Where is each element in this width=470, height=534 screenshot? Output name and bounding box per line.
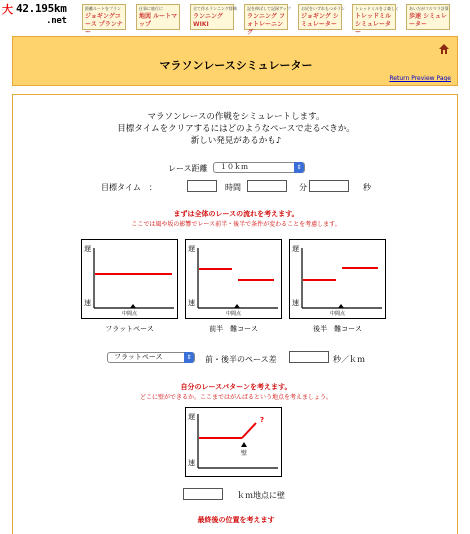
axis-fast-label: 速 — [188, 299, 195, 307]
wall-km-label: ｋｍ地点に壁 — [237, 491, 285, 500]
target-hours-input[interactable] — [187, 180, 217, 192]
site-logo[interactable] — [2, 3, 72, 29]
midpoint-label: 中間点 — [226, 311, 242, 317]
section-race-flow-subtitle: ここでは風や坂の影響でレース前半・後半で条件が変わることを考慮します。 — [131, 221, 341, 228]
first-half-hard-caption: 前半 難コース — [209, 325, 258, 333]
axis-slow-label: 遅 — [292, 245, 299, 253]
pace-diff-label: 前・後半のペース差 — [205, 355, 277, 364]
midpoint-label: 中間点 — [330, 311, 346, 317]
simulator-panel — [12, 94, 458, 534]
nav-item-pace-simulator[interactable]: あいだがフルマラ計算 歩速 シミュレーター — [406, 4, 450, 30]
pace-pattern-select[interactable]: フラットペース ⇕ — [107, 352, 195, 363]
axis-fast-label: 速 — [292, 299, 299, 307]
section-race-pattern-subtitle: どこに壁ができるか。ここまではがんばるという地点を考えましょう。 — [139, 394, 332, 401]
flat-pace-graph[interactable] — [81, 239, 178, 319]
intro-text: マラソンレースの作戦をシミュレートします。 目標タイムをクリアするにはどのようなペースで走るべきか。 新しい発見があるかも♪ — [117, 112, 355, 146]
nav-item-running-wiki[interactable]: 全て作るランニング辞典 ランニング WIKI — [190, 4, 234, 30]
wall-pattern-graph[interactable] — [185, 407, 282, 477]
nav-item-treadmill-simulator[interactable]: トレッドミルをよ楽しく トレッドミル シミュレーター — [352, 4, 396, 30]
second-label: 秒 — [363, 183, 371, 192]
chevron-down-icon: ⇕ — [184, 352, 194, 363]
target-seconds-input[interactable] — [309, 180, 349, 192]
target-time-label: 目標タイム ： — [101, 183, 157, 192]
distance-label: レース距離 — [168, 164, 208, 173]
nav-item-training[interactable]: 記を伸ばして記録アップ ランニング フォトレーニング — [244, 4, 288, 30]
axis-slow-label: 遅 — [84, 245, 91, 253]
minute-label: 分 — [299, 183, 307, 192]
section-race-flow-title: まずは全体のレースの流れを考えます。 — [173, 210, 299, 218]
flat-pace-caption: フラットペース — [105, 325, 154, 333]
page-header — [12, 36, 458, 86]
logo-text: 42.195km .net — [16, 2, 67, 26]
second-half-hard-caption: 後半 難コース — [313, 325, 362, 333]
first-half-hard-graph[interactable] — [185, 239, 282, 319]
hour-label: 時間 — [225, 183, 241, 192]
question-mark: ? — [260, 416, 265, 424]
axis-slow-label: 遅 — [188, 245, 195, 253]
wall-label: 壁 — [241, 450, 248, 457]
axis-slow-label: 遅 — [188, 413, 195, 421]
midpoint-label: 中間点 — [122, 311, 138, 317]
wall-km-input[interactable] — [183, 488, 223, 500]
nav-item-course-planner[interactable]: 距離ルートをプラン ジョギングコース プランナー — [82, 4, 126, 30]
nav-item-route-map[interactable]: 仕事に旅行に 地図 ルートマップ — [136, 4, 180, 30]
home-icon[interactable] — [439, 44, 449, 54]
second-half-hard-graph[interactable] — [289, 239, 386, 319]
nav-item-jogging-simulator[interactable]: お尻をいずれもつカラン ジョギング シミュレーター — [298, 4, 342, 30]
page-title: マラソンレースシミュレーター — [159, 59, 313, 72]
axis-fast-label: 速 — [84, 299, 91, 307]
logo-mark: 大 — [2, 3, 13, 16]
pace-unit-label: 秒／ｋｍ — [333, 355, 365, 364]
target-minutes-input[interactable] — [247, 180, 287, 192]
return-preview-link[interactable]: Return Preview Page — [389, 75, 451, 82]
section-race-pattern-title: 自分のレースパターンを考えます。 — [180, 383, 292, 391]
distance-select[interactable]: １０ｋｍ ⇕ — [213, 162, 305, 173]
chevron-down-icon: ⇕ — [294, 162, 304, 173]
section-final-title: 最終後の位置を考えます — [197, 516, 275, 524]
axis-fast-label: 速 — [188, 459, 195, 467]
top-nav — [0, 0, 470, 36]
pace-diff-input[interactable] — [289, 351, 329, 363]
